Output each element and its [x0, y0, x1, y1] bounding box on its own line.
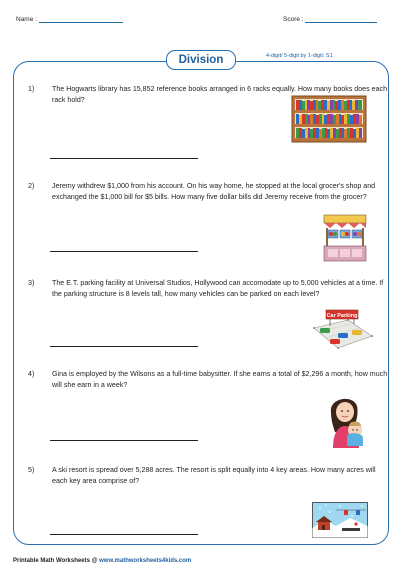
bookshelf-illustration — [291, 95, 367, 143]
score-field — [283, 15, 377, 23]
answer-line-1[interactable] — [50, 158, 198, 159]
footer-url[interactable]: www.mathworksheets4kids.com — [99, 558, 192, 564]
question-number: 5) — [28, 466, 35, 474]
answer-line-5[interactable] — [50, 534, 198, 535]
car-parking-sign-text: Car Parking — [326, 313, 358, 319]
grocery-stall-illustration — [322, 213, 368, 263]
question-text: A ski resort is spread over 5,288 acres. The resort is split equally into 4 key areas. How many acres will each key area comprise of? — [52, 466, 376, 485]
ski-resort-illustration — [312, 502, 368, 538]
score-label: Score : — [283, 16, 304, 23]
name-input-line[interactable] — [39, 15, 123, 23]
footer-prefix: Printable Math Worksheets @ — [13, 558, 98, 564]
car-parking-illustration — [308, 306, 374, 356]
question-text: The E.T. parking facility at Universal Studios, Hollywood can accomodate up to 5,000 vehicles at a time. If the parking structure is 8 levels tall, how many vehicles can be parked on each level? — [52, 279, 384, 298]
babysitter-illustration — [325, 392, 369, 450]
question-number: 4) — [28, 370, 35, 378]
worksheet-title: Division — [166, 50, 236, 70]
answer-line-2[interactable] — [50, 251, 198, 252]
answer-line-3[interactable] — [50, 346, 198, 347]
question-text: Jeremy withdrew $1,000 from his account. On his way home, he stopped at the local grocer's shop and exchanged the $1,000 bill for $5 bills. How many five dollar bills did Jeremy receive from the grocer? — [52, 182, 376, 201]
question-text: The Hogwarts library has 15,852 reference books arranged in 6 racks equally. How many books does each rack hold? — [52, 85, 388, 104]
footer — [13, 558, 191, 564]
answer-line-4[interactable] — [50, 440, 198, 441]
question-number: 1) — [28, 85, 35, 93]
name-label: Name : — [16, 16, 37, 23]
question-text: Gina is employed by the Wilsons as a full-time babysitter. If she earns a total of $2,296 a month, how much will she earn in a week? — [52, 370, 388, 389]
name-field — [16, 15, 123, 23]
score-input-line[interactable] — [305, 15, 377, 23]
question-number: 3) — [28, 279, 35, 287]
worksheet-subtitle: 4-digit/ 5-digit by 1-digit: S1 — [266, 53, 333, 59]
question-number: 2) — [28, 182, 35, 190]
